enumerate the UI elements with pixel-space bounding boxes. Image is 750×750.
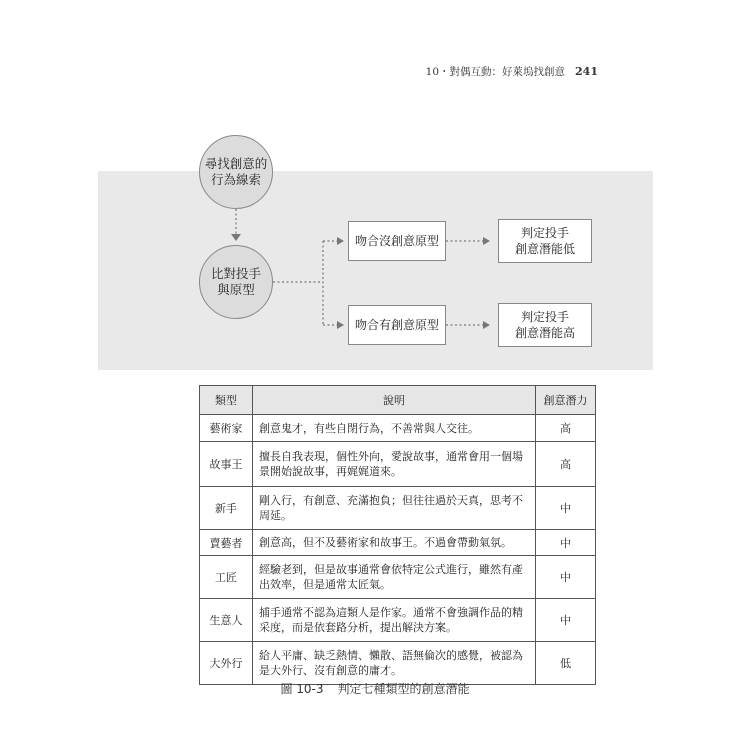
cell-type: 大外行 [200, 642, 253, 685]
cell-potential: 低 [536, 642, 596, 685]
match-creativity-box [348, 305, 446, 345]
figure-title: 判定七種類型的創意潛能 [337, 682, 470, 696]
compare-node-line2: 與原型 [217, 282, 255, 297]
cell-type: 生意人 [200, 599, 253, 642]
result-low-line2: 創意潛能低 [514, 242, 575, 256]
cell-description: 經驗老到，但是故事通常會依特定公式進行，雖然有產出效率，但是通常太匠氣。 [253, 556, 536, 599]
start-node-line1: 尋找創意的 [204, 156, 268, 171]
table-row [200, 642, 596, 685]
result-low-line1: 判定投手 [520, 226, 569, 240]
cell-description: 捕手通常不認為這類人是作家。通常不會強調作品的精采度，而是依套路分析，提出解決方案。 [253, 599, 536, 642]
cell-description: 創意高，但不及藝術家和故事王。不過會帶動氣氛。 [253, 530, 536, 556]
cell-type: 賣藝者 [200, 530, 253, 556]
header-potential: 創意潛力 [536, 386, 596, 415]
table-row [200, 530, 596, 556]
arrowhead-right-icon [337, 237, 344, 245]
result-high-line2: 創意潛能高 [514, 326, 575, 340]
table-row [200, 556, 596, 599]
running-title: 10・對偶互動：好萊塢找創意 [425, 66, 566, 78]
cell-type: 故事王 [200, 442, 253, 487]
result-high-box [498, 303, 592, 347]
cell-potential: 高 [536, 442, 596, 487]
cell-type: 藝術家 [200, 415, 253, 442]
arrowhead-down-icon [231, 234, 241, 241]
cell-potential: 中 [536, 530, 596, 556]
cell-description: 創意鬼才，有些自閉行為，不善常與人交往。 [253, 415, 536, 442]
match-no-creativity-label: 吻合沒創意原型 [354, 234, 439, 248]
creativity-types-table [199, 385, 596, 685]
cell-potential: 中 [536, 599, 596, 642]
compare-node [199, 245, 273, 319]
figure-caption [0, 680, 750, 697]
match-creativity-label: 吻合有創意原型 [354, 318, 439, 332]
arrowhead-right-icon [483, 321, 490, 329]
start-node [199, 135, 273, 209]
cell-type: 新手 [200, 487, 253, 530]
arrowhead-right-icon [483, 237, 490, 245]
page-number: 241 [575, 65, 598, 78]
result-low-box [498, 219, 592, 263]
table-row [200, 442, 596, 487]
figure-label: 圖 10-3 [280, 682, 324, 696]
result-high-line1: 判定投手 [520, 310, 569, 324]
cell-potential: 中 [536, 487, 596, 530]
header-description: 說明 [253, 386, 536, 415]
header-type: 類型 [200, 386, 253, 415]
cell-potential: 中 [536, 556, 596, 599]
cell-description: 擅長自我表現，個性外向，愛說故事，通常會用一個場景開始說故事，再娓娓道來。 [253, 442, 536, 487]
match-no-creativity-box [348, 221, 446, 261]
cell-potential: 高 [536, 415, 596, 442]
table-header-row [200, 386, 596, 415]
arrowhead-right-icon [337, 321, 344, 329]
cell-type: 工匠 [200, 556, 253, 599]
table-row [200, 415, 596, 442]
compare-node-line1: 比對投手 [210, 266, 261, 281]
table-row [200, 487, 596, 530]
cell-description: 給人平庸、缺乏熱情、懶散、語無倫次的感覺，被認為是大外行、沒有創意的庸才。 [253, 642, 536, 685]
table-row [200, 599, 596, 642]
start-node-line2: 行為線索 [210, 172, 261, 187]
cell-description: 剛入行，有創意、充滿抱負；但往往過於天真，思考不周延。 [253, 487, 536, 530]
